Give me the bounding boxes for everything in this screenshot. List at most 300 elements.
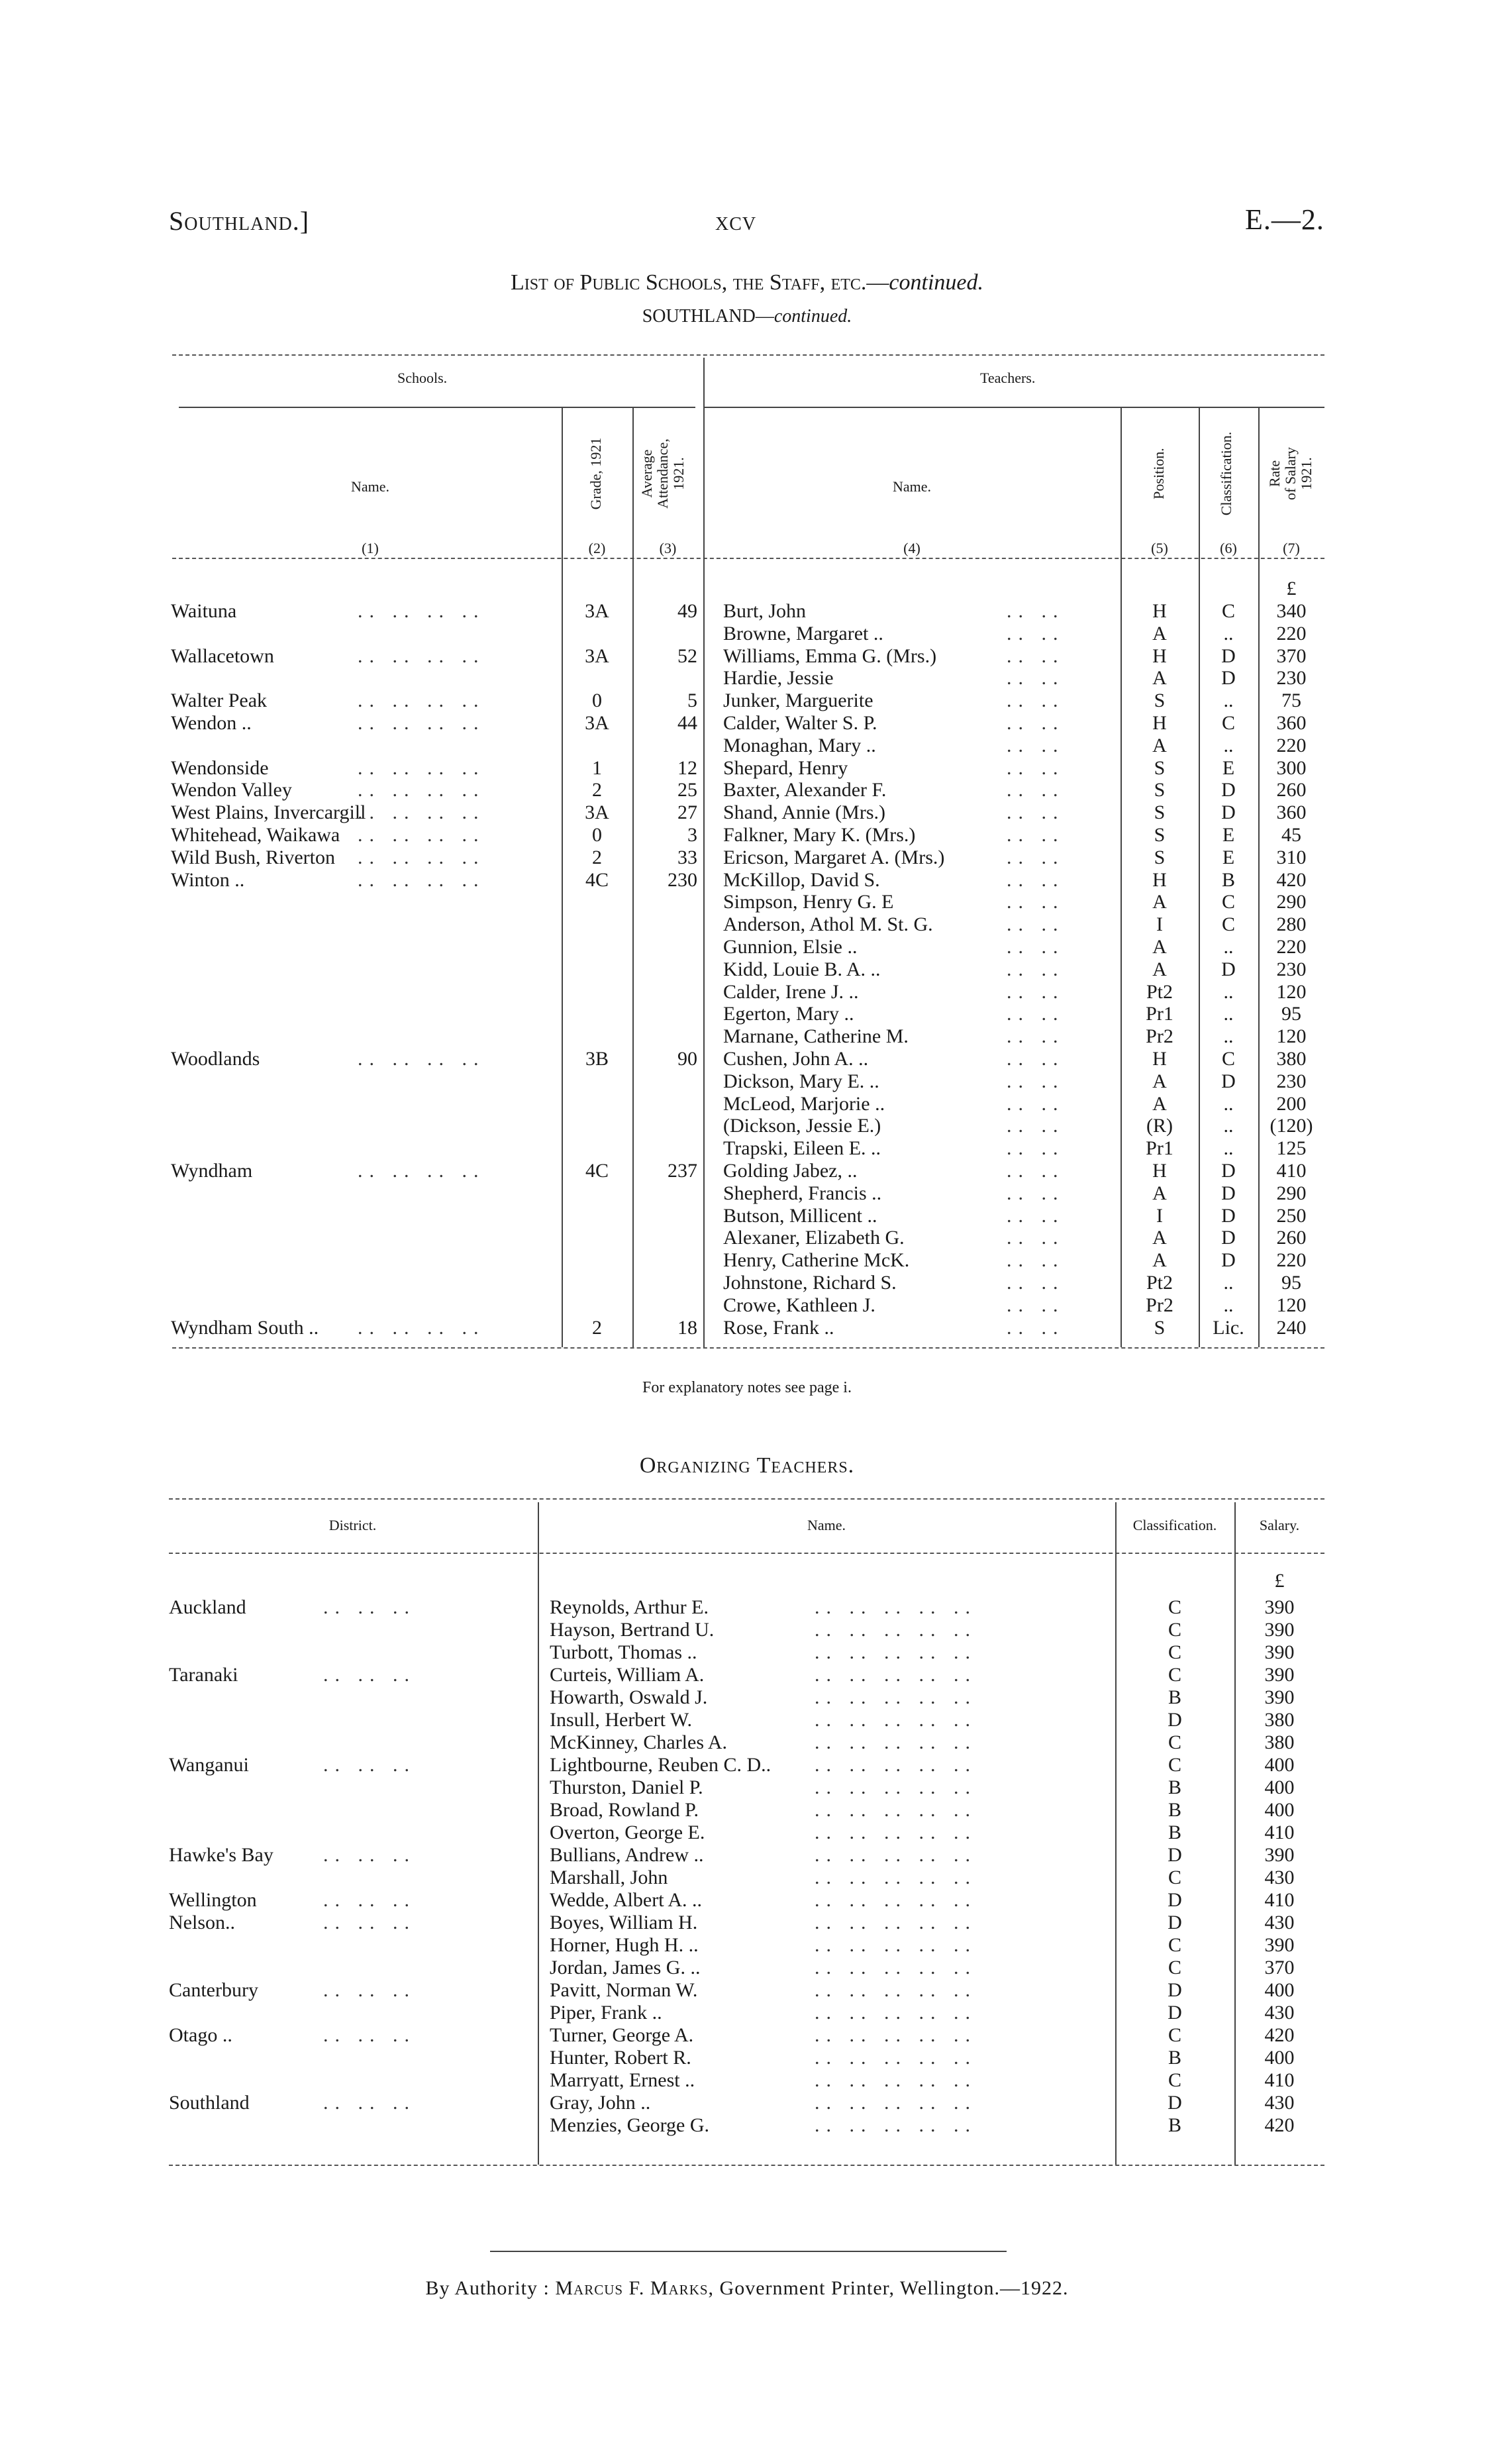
leader-dots: .. ..: [1007, 1182, 1065, 1204]
leader-dots: .. ..: [1007, 1048, 1065, 1070]
leader-dots: .. ..: [1007, 644, 1065, 667]
teacher-name: Gray, John ..: [550, 2092, 651, 2114]
school-name: Winton ..: [171, 868, 245, 891]
school-name: West Plains, Invercargill: [171, 801, 366, 824]
teacher-salary: 410: [1264, 2069, 1295, 2091]
teacher-position: S: [1154, 779, 1166, 801]
teacher-salary: 390: [1264, 1844, 1295, 1866]
teacher-salary: 370: [1276, 644, 1307, 667]
list-item: [0, 1686, 1494, 1708]
teacher-classification: ..: [1223, 936, 1234, 958]
table-row: [0, 1160, 1494, 1182]
org-bottom-rule: [169, 2165, 1324, 2166]
teacher-name: Curteis, William A.: [550, 1664, 705, 1686]
teacher-position: Pr1: [1146, 1003, 1173, 1025]
leader-dots: .. .. ..: [323, 1889, 416, 1911]
school-grade: 2: [592, 1316, 602, 1339]
teacher-classification: C: [1168, 1619, 1181, 1641]
leader-dots: .. .. .. ..: [358, 846, 485, 868]
table-row: [0, 1003, 1494, 1025]
school-attendance: 12: [677, 756, 697, 779]
teacher-salary: 420: [1276, 868, 1307, 891]
teacher-name: Reynolds, Arthur E.: [550, 1596, 709, 1618]
leader-dots: .. .. ..: [323, 1844, 416, 1866]
region-subtitle: [0, 306, 1494, 327]
leader-dots: .. ..: [1007, 1003, 1065, 1025]
col-num-6: (6): [1220, 540, 1237, 556]
teacher-position: A: [1152, 667, 1167, 690]
leader-dots: .. .. ..: [323, 1754, 416, 1776]
teacher-position: H: [1152, 868, 1167, 891]
leader-dots: .. ..: [1007, 1070, 1065, 1092]
teacher-salary: 390: [1264, 1934, 1295, 1956]
district-name: Wellington: [169, 1889, 257, 1911]
district-name: Nelson..: [169, 1912, 235, 1933]
leader-dots: .. .. .. .. ..: [815, 2047, 977, 2069]
imprint-printer: Marcus F. Marks: [555, 2277, 709, 2299]
teacher-name: Calder, Walter S. P.: [723, 712, 877, 734]
school-name: Waituna: [171, 600, 237, 622]
teacher-name: Lightbourne, Reuben C. D..: [550, 1754, 772, 1776]
teacher-classification: C: [1168, 1934, 1181, 1956]
school-attendance: 49: [677, 600, 697, 622]
teacher-classification: E: [1222, 756, 1235, 779]
teacher-salary: 410: [1264, 1822, 1295, 1843]
teacher-classification: D: [1168, 1709, 1182, 1731]
school-name: Walter Peak: [171, 690, 268, 712]
school-attendance: 3: [687, 824, 697, 846]
leader-dots: .. .. .. ..: [358, 1316, 485, 1339]
leader-dots: .. .. .. ..: [358, 1160, 485, 1182]
teacher-position: Pr1: [1146, 1137, 1173, 1160]
teacher-position: I: [1156, 913, 1163, 936]
leader-dots: .. ..: [1007, 824, 1065, 846]
table-row: [0, 981, 1494, 1003]
list-item: [0, 1754, 1494, 1776]
teacher-name: Hardie, Jessie: [723, 667, 834, 690]
teacher-classification: C: [1168, 1957, 1181, 1978]
teacher-classification: C: [1168, 2024, 1181, 2046]
leader-dots: .. ..: [1007, 913, 1065, 936]
table-title: [0, 270, 1494, 295]
teacher-classification: D: [1221, 1070, 1236, 1092]
table-row: [0, 712, 1494, 734]
school-attendance: 33: [677, 846, 697, 868]
table-row: [0, 1137, 1494, 1159]
teacher-salary: 390: [1264, 1686, 1295, 1708]
teacher-salary: 380: [1276, 1048, 1307, 1070]
teacher-name: Ericson, Margaret A. (Mrs.): [723, 846, 945, 868]
list-item: [0, 1709, 1494, 1731]
leader-dots: .. .. .. ..: [358, 712, 485, 734]
leader-dots: .. ..: [1007, 1115, 1065, 1137]
org-head-classification: Classification.: [1132, 1517, 1217, 1533]
school-name: Wyndham South ..: [171, 1316, 319, 1339]
teacher-classification: D: [1168, 2092, 1182, 2114]
teacher-classification: B: [1221, 868, 1235, 891]
list-item: [0, 1912, 1494, 1933]
teacher-position: H: [1152, 600, 1167, 622]
teacher-salary: 360: [1276, 712, 1307, 734]
salary-currency: £: [1286, 578, 1297, 599]
school-attendance: 237: [668, 1160, 697, 1182]
leader-dots: .. .. .. .. ..: [815, 1889, 977, 1911]
teacher-position: Pr2: [1146, 1025, 1173, 1048]
teacher-salary: 400: [1264, 1754, 1295, 1776]
district-name: Southland: [169, 2092, 250, 2114]
teacher-classification: C: [1168, 1731, 1181, 1753]
teacher-name: Junker, Marguerite: [723, 690, 873, 712]
teacher-salary: 95: [1281, 1003, 1301, 1025]
teacher-name: Shepard, Henry: [723, 756, 848, 779]
teacher-position: Pt2: [1146, 1272, 1173, 1294]
school-grade: 3A: [585, 712, 609, 734]
group-schools: Schools.: [397, 370, 448, 386]
teacher-name: Broad, Rowland P.: [550, 1799, 699, 1821]
teacher-salary: 390: [1264, 1596, 1295, 1618]
teacher-salary: 430: [1264, 2092, 1295, 2114]
leader-dots: .. ..: [1007, 1316, 1065, 1339]
district-name: Wanganui: [169, 1754, 249, 1776]
leader-dots: .. .. ..: [323, 1979, 416, 2001]
school-grade: 1: [592, 756, 602, 779]
leader-dots: .. .. .. .. ..: [815, 2024, 977, 2046]
leader-dots: .. .. .. ..: [358, 868, 485, 891]
leader-dots: .. ..: [1007, 622, 1065, 644]
teacher-classification: D: [1221, 1204, 1236, 1227]
teacher-salary: 340: [1276, 600, 1307, 622]
teacher-salary: 420: [1264, 2114, 1295, 2136]
teacher-name: Baxter, Alexander F.: [723, 779, 887, 801]
leader-dots: .. .. .. ..: [358, 644, 485, 667]
teacher-position: A: [1152, 1092, 1167, 1115]
teacher-classification: D: [1221, 779, 1236, 801]
teacher-name: Golding Jabez, ..: [723, 1160, 858, 1182]
table-row: [0, 1249, 1494, 1271]
school-attendance: 230: [668, 868, 697, 891]
list-item: [0, 2114, 1494, 2136]
leader-dots: .. .. .. .. ..: [815, 2069, 977, 2091]
teacher-position: S: [1154, 846, 1166, 868]
table-row: [0, 1182, 1494, 1204]
teacher-classification: ..: [1223, 1092, 1234, 1115]
teacher-salary: 125: [1276, 1137, 1307, 1160]
district-name: Taranaki: [169, 1664, 238, 1686]
teacher-classification: C: [1168, 1596, 1181, 1618]
teacher-classification: D: [1221, 644, 1236, 667]
table-row: [0, 801, 1494, 823]
teacher-classification: B: [1168, 2047, 1181, 2069]
teacher-name: Howarth, Oswald J.: [550, 1686, 708, 1708]
teacher-name: Kidd, Louie B. A. ..: [723, 958, 881, 980]
leader-dots: .. ..: [1007, 958, 1065, 980]
teacher-classification: ..: [1223, 1025, 1234, 1048]
explanatory-note: For explanatory notes see page i.: [642, 1379, 852, 1396]
teacher-classification: C: [1221, 1048, 1235, 1070]
col-head-classification: Classification.: [1218, 431, 1234, 516]
leader-dots: .. ..: [1007, 1092, 1065, 1115]
school-name: Woodlands: [171, 1048, 260, 1070]
col-num-1: (1): [362, 540, 379, 556]
teacher-salary: 220: [1276, 622, 1307, 644]
table-row: [0, 600, 1494, 622]
teacher-classification: ..: [1223, 690, 1234, 712]
col-num-7: (7): [1283, 540, 1300, 556]
teacher-classification: B: [1168, 1822, 1181, 1843]
leader-dots: .. ..: [1007, 868, 1065, 891]
teacher-classification: D: [1221, 1249, 1236, 1272]
school-grade: 4C: [585, 868, 609, 891]
teacher-name: Insull, Herbert W.: [550, 1709, 692, 1731]
list-item: [0, 2069, 1494, 2091]
col-head-attendance: Average Attendance, 1921.: [638, 438, 687, 509]
teacher-salary: 220: [1276, 936, 1307, 958]
school-grade: 3B: [585, 1048, 609, 1070]
teacher-position: A: [1152, 1227, 1167, 1249]
teacher-position: Pr2: [1146, 1294, 1173, 1316]
table-row: [0, 936, 1494, 958]
teacher-position: A: [1152, 734, 1167, 756]
teacher-classification: C: [1221, 913, 1235, 936]
list-item: [0, 1799, 1494, 1821]
footer-rule: [490, 2251, 1007, 2252]
school-grade: 3A: [585, 644, 609, 667]
school-name: Wyndham: [171, 1160, 253, 1182]
teacher-classification: D: [1168, 1979, 1182, 2001]
leader-dots: .. .. .. .. ..: [815, 1776, 977, 1798]
leader-dots: .. .. .. .. ..: [815, 1799, 977, 1821]
table-row: [0, 1025, 1494, 1047]
teacher-classification: C: [1168, 1754, 1181, 1776]
school-attendance: 90: [677, 1048, 697, 1070]
teacher-name: Boyes, William H.: [550, 1912, 698, 1933]
school-attendance: 52: [677, 644, 697, 667]
teacher-name: Alexaner, Elizabeth G.: [723, 1227, 905, 1249]
leader-dots: .. .. .. .. ..: [815, 2092, 977, 2114]
col-head-salary: Rate of Salary 1921.: [1266, 446, 1315, 501]
school-name: Whitehead, Waikawa: [171, 824, 340, 846]
table-row: [0, 757, 1494, 779]
teacher-salary: 200: [1276, 1092, 1307, 1115]
region-subtitle-main: SOUTHLAND—: [642, 306, 774, 327]
list-item: [0, 1641, 1494, 1663]
teacher-position: A: [1152, 1182, 1167, 1204]
teacher-name: (Dickson, Jessie E.): [723, 1115, 881, 1137]
leader-dots: .. .. .. ..: [358, 690, 485, 712]
list-item: [0, 2002, 1494, 2024]
school-name: Wild Bush, Riverton: [171, 846, 335, 868]
teacher-classification: ..: [1223, 1294, 1234, 1316]
table-row: [0, 847, 1494, 868]
list-item: [0, 1596, 1494, 1618]
teacher-name: Calder, Irene J. ..: [723, 980, 859, 1003]
teacher-name: Crowe, Kathleen J.: [723, 1294, 875, 1316]
col-num-2: (2): [588, 540, 606, 556]
list-item: [0, 1822, 1494, 1843]
org-head-name: Name.: [807, 1517, 846, 1533]
teacher-name: Gunnion, Elsie ..: [723, 936, 858, 958]
imprint-suffix: , Government Printer, Wellington.—1922.: [708, 2277, 1069, 2299]
leader-dots: .. ..: [1007, 667, 1065, 690]
teacher-name: Dickson, Mary E. ..: [723, 1070, 879, 1092]
page-number: xcv: [715, 206, 757, 236]
teacher-name: Wedde, Albert A. ..: [550, 1889, 703, 1911]
leader-dots: .. .. .. .. ..: [815, 1709, 977, 1731]
teacher-salary: 390: [1264, 1641, 1295, 1663]
teacher-classification: Lic.: [1213, 1316, 1244, 1339]
teacher-salary: 220: [1276, 1249, 1307, 1272]
col-head-grade: Grade, 1921: [587, 437, 604, 510]
teacher-classification: C: [1221, 712, 1235, 734]
teacher-salary: 230: [1276, 1070, 1307, 1092]
leader-dots: .. ..: [1007, 1137, 1065, 1160]
school-attendance: 44: [677, 712, 697, 734]
leader-dots: .. .. ..: [323, 1596, 416, 1618]
list-item: [0, 1844, 1494, 1866]
teacher-position: S: [1154, 756, 1166, 779]
list-item: [0, 2092, 1494, 2114]
group-rule-left: [179, 407, 695, 408]
leader-dots: .. ..: [1007, 980, 1065, 1003]
teacher-position: A: [1152, 1249, 1167, 1272]
district-name: Canterbury: [169, 1979, 258, 2001]
school-name: Wallacetown: [171, 644, 274, 667]
leader-dots: .. ..: [1007, 756, 1065, 779]
teacher-salary: 45: [1281, 824, 1301, 846]
teacher-position: I: [1156, 1204, 1163, 1227]
leader-dots: .. .. .. .. ..: [815, 1957, 977, 1978]
list-item: [0, 1619, 1494, 1641]
leader-dots: .. .. .. .. ..: [815, 1979, 977, 2001]
group-rule-right: [703, 407, 1324, 408]
leader-dots: .. .. .. .. ..: [815, 1686, 977, 1708]
teacher-position: S: [1154, 690, 1166, 712]
teacher-classification: ..: [1223, 980, 1234, 1003]
leader-dots: .. ..: [1007, 846, 1065, 868]
leader-dots: .. .. .. .. ..: [815, 1731, 977, 1753]
table-row: [0, 891, 1494, 913]
teacher-name: Overton, George E.: [550, 1822, 705, 1843]
teacher-position: Pt2: [1146, 980, 1173, 1003]
teacher-classification: C: [1221, 600, 1235, 622]
teacher-salary: 430: [1264, 1912, 1295, 1933]
leader-dots: .. ..: [1007, 1160, 1065, 1182]
table-row: [0, 1294, 1494, 1316]
teacher-name: Egerton, Mary ..: [723, 1003, 854, 1025]
leader-dots: .. .. .. .. ..: [815, 1822, 977, 1843]
teacher-classification: D: [1221, 1160, 1236, 1182]
column-num-rule: [172, 558, 1324, 559]
leader-dots: .. .. .. ..: [358, 824, 485, 846]
table-row: [0, 1227, 1494, 1249]
teacher-salary: 390: [1264, 1664, 1295, 1686]
teacher-position: S: [1154, 1316, 1166, 1339]
table-row: [0, 735, 1494, 756]
teacher-name: Cushen, John A. ..: [723, 1048, 869, 1070]
leader-dots: .. .. ..: [323, 2024, 416, 2046]
leader-dots: .. ..: [1007, 936, 1065, 958]
teacher-classification: D: [1168, 1889, 1182, 1911]
teacher-classification: C: [1168, 1867, 1181, 1888]
teacher-classification: C: [1221, 891, 1235, 913]
teacher-salary: 120: [1276, 1025, 1307, 1048]
leader-dots: .. ..: [1007, 1227, 1065, 1249]
teacher-classification: ..: [1223, 1115, 1234, 1137]
teacher-position: (R): [1146, 1115, 1173, 1137]
teacher-salary: 230: [1276, 667, 1307, 690]
teacher-name: Marnane, Catherine M.: [723, 1025, 909, 1048]
organizing-title: Organizing Teachers.: [639, 1453, 855, 1478]
leader-dots: .. .. .. .. ..: [815, 1867, 977, 1888]
teacher-position: A: [1152, 958, 1167, 980]
org-head-district: District.: [328, 1517, 377, 1533]
teacher-salary: 220: [1276, 734, 1307, 756]
teacher-name: Johnstone, Richard S.: [723, 1272, 897, 1294]
teacher-salary: 430: [1264, 2002, 1295, 2024]
list-item: [0, 2024, 1494, 2046]
table-row: [0, 690, 1494, 711]
teacher-classification: B: [1168, 1799, 1181, 1821]
teacher-position: H: [1152, 1048, 1167, 1070]
teacher-name: Trapski, Eileen E. ..: [723, 1137, 881, 1160]
teacher-name: Falkner, Mary K. (Mrs.): [723, 824, 916, 846]
table-row: [0, 667, 1494, 689]
teacher-classification: ..: [1223, 1003, 1234, 1025]
table-row: [0, 958, 1494, 980]
table-row: [0, 779, 1494, 801]
school-grade: 4C: [585, 1160, 609, 1182]
teacher-salary: 400: [1264, 1979, 1295, 2001]
teacher-classification: C: [1168, 2069, 1181, 2091]
leader-dots: .. .. .. .. ..: [815, 1596, 977, 1618]
teacher-classification: D: [1221, 801, 1236, 824]
teacher-name: Williams, Emma G. (Mrs.): [723, 644, 937, 667]
leader-dots: .. .. .. .. ..: [815, 1912, 977, 1933]
table-row: [0, 623, 1494, 644]
table-top-rule: [172, 354, 1324, 356]
leader-dots: .. .. .. ..: [358, 1048, 485, 1070]
teacher-classification: E: [1222, 846, 1235, 868]
table-row: [0, 1115, 1494, 1137]
teacher-name: Anderson, Athol M. St. G.: [723, 913, 933, 936]
teacher-classification: B: [1168, 1776, 1181, 1798]
table-title-continued: continued.: [889, 270, 983, 295]
teacher-salary: 370: [1264, 1957, 1295, 1978]
teacher-position: A: [1152, 891, 1167, 913]
teacher-salary: 240: [1276, 1316, 1307, 1339]
leader-dots: .. ..: [1007, 891, 1065, 913]
leader-dots: .. ..: [1007, 801, 1065, 824]
leader-dots: .. .. .. ..: [358, 801, 485, 824]
school-name: Wendonside: [171, 756, 269, 779]
teacher-salary: 380: [1264, 1731, 1295, 1753]
col-num-5: (5): [1151, 540, 1168, 556]
teacher-name: Pavitt, Norman W.: [550, 1979, 698, 2001]
teacher-name: Hunter, Robert R.: [550, 2047, 691, 2069]
leader-dots: .. ..: [1007, 712, 1065, 734]
org-head-salary: Salary.: [1259, 1517, 1300, 1533]
leader-dots: .. ..: [1007, 600, 1065, 622]
org-top-rule: [169, 1498, 1324, 1500]
teacher-salary: 95: [1281, 1272, 1301, 1294]
leader-dots: .. .. .. .. ..: [815, 2002, 977, 2024]
school-grade: 0: [592, 824, 602, 846]
teacher-name: Burt, John: [723, 600, 807, 622]
list-item: [0, 1889, 1494, 1911]
leader-dots: .. .. .. .. ..: [815, 1754, 977, 1776]
leader-dots: .. ..: [1007, 1204, 1065, 1227]
teacher-name: McLeod, Marjorie ..: [723, 1092, 885, 1115]
